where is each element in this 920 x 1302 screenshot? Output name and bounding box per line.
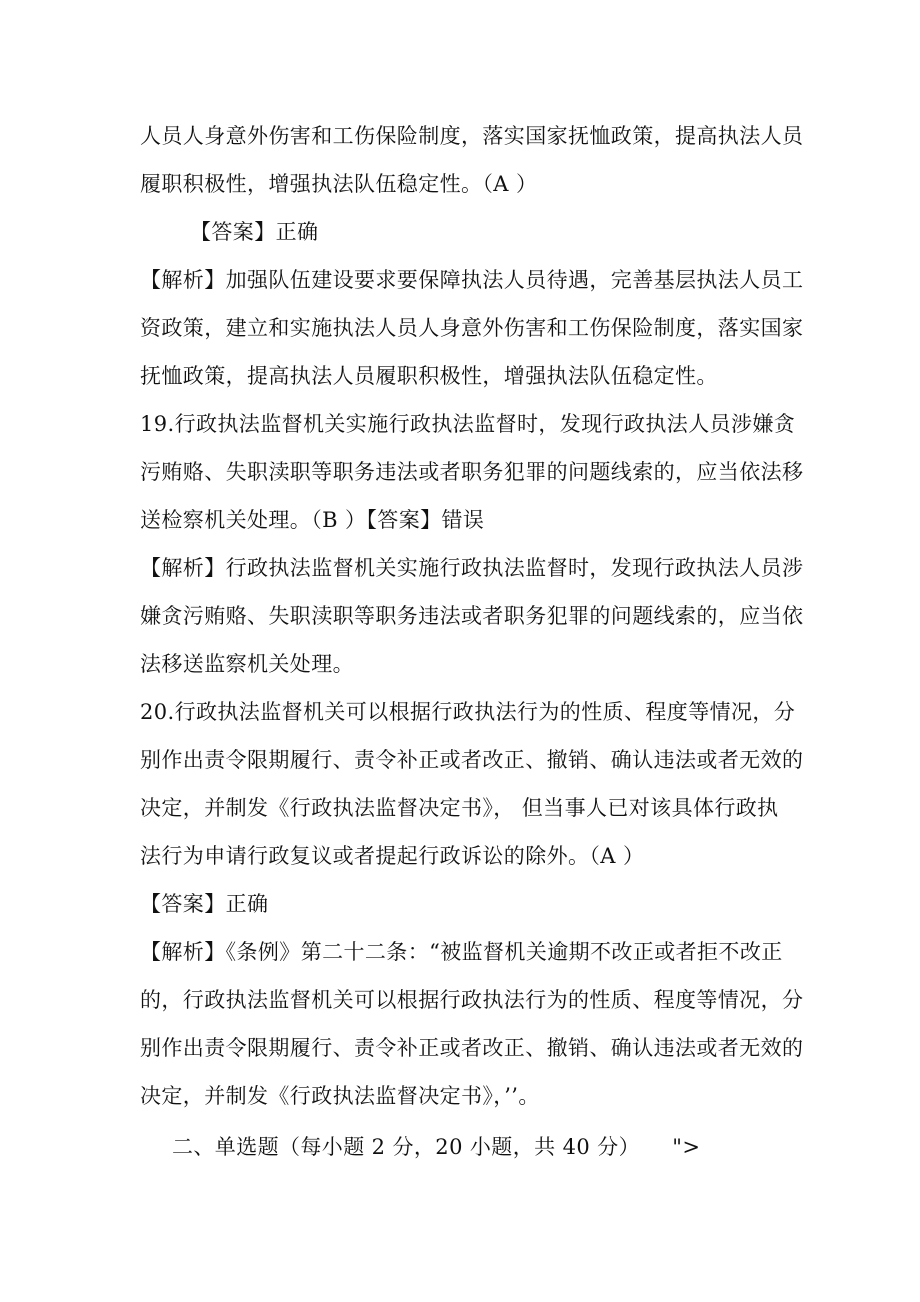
analysis-19-line-2: 嫌贪污贿赂、失职渎职等职务违法或者职务犯罪的问题线索的，应当依 xyxy=(140,604,804,628)
analysis-line-2: 资政策，建立和实施执法人员人身意外伤害和工伤保险制度，落实国家 xyxy=(140,316,804,340)
answer-20-line: 【答案】正确 xyxy=(140,892,269,916)
analysis-20-line-3: 别作出责令限期履行、责令补正或者改正、撤销、确认违法或者无效的 xyxy=(140,1036,804,1060)
section-heading-single-choice: 二、单选题（每小题 2 分，20 小题，共 40 分） "> xyxy=(172,1135,701,1159)
analysis-19-line-1: 【解析】行政执法监督机关实施行政执法监督时，发现行政执法人员涉 xyxy=(140,556,804,580)
analysis-line-1: 【解析】加强队伍建设要求要保障执法人员待遇，完善基层执法人员工 xyxy=(140,268,804,292)
question-19-line-1: 19.行政执法监督机关实施行政执法监督时，发现行政执法人员涉嫌贪 xyxy=(140,412,796,436)
text-line-2: 履职积极性，增强执法队伍稳定性。（A ） xyxy=(140,172,538,196)
analysis-line-3: 抚恤政策，提高执法人员履职积极性，增强执法队伍稳定性。 xyxy=(140,364,718,388)
analysis-19-line-3: 法移送监察机关处理。 xyxy=(140,652,354,676)
question-20-line-2: 别作出责令限期履行、责令补正或者改正、撤销、确认违法或者无效的 xyxy=(140,748,804,772)
question-20-line-1: 20.行政执法监督机关可以根据行政执法行为的性质、程度等情况，分 xyxy=(140,700,796,724)
answer-line-1: 【答案】正确 xyxy=(190,220,319,244)
text-line-1: 人员人身意外伤害和工伤保险制度，落实国家抚恤政策，提高执法人员 xyxy=(140,124,804,148)
analysis-20-line-2: 的，行政执法监督机关可以根据行政执法行为的性质、程度等情况，分 xyxy=(140,988,804,1012)
question-20-line-4: 法行为申请行政复议或者提起行政诉讼的除外。（A ） xyxy=(140,844,645,868)
question-19-line-2: 污贿赂、失职渎职等职务违法或者职务犯罪的问题线索的，应当依法移 xyxy=(140,460,804,484)
analysis-20-line-4: 决定，并制发《行政执法监督决定书》，’’。 xyxy=(140,1084,540,1108)
question-19-line-3: 送检察机关处理。（B ）【答案】错误 xyxy=(140,508,485,532)
question-20-line-3: 决定，并制发《行政执法监督决定书》， 但当事人已对该具体行政执 xyxy=(140,796,779,820)
analysis-20-line-1: 【解析】《条例》第二十二条：“被监督机关逾期不改正或者拒不改正 xyxy=(140,940,783,964)
